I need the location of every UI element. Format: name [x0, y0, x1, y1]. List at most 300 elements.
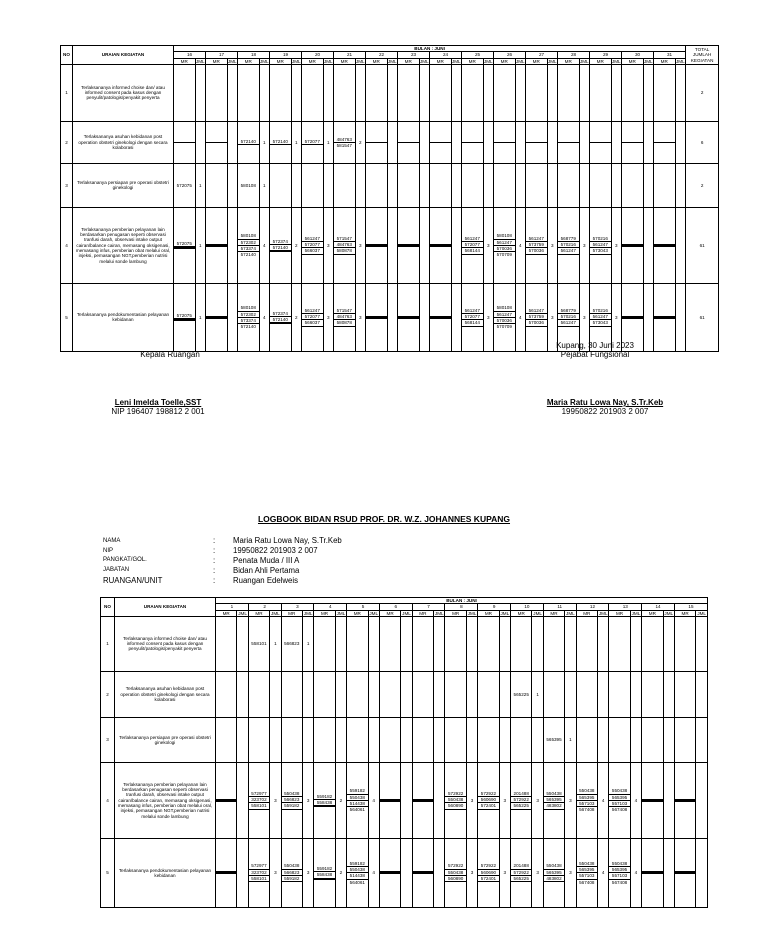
day-mr-cell [270, 207, 292, 283]
day-mr-cell [558, 207, 580, 283]
day-jml-cell [696, 671, 708, 717]
day-jml-cell [499, 671, 510, 717]
day-mr-cell [347, 616, 368, 671]
mr-subheader: MR [334, 58, 356, 64]
mr-subheader: MR [314, 610, 335, 616]
mr-number: 564061 [349, 807, 365, 813]
mr-number: 323702 [249, 870, 269, 876]
right-signature-role: Pejabat Fungsional [560, 350, 630, 359]
day-jml-cell [483, 163, 494, 207]
day-jml-cell [597, 616, 608, 671]
mr-number: 572922 [511, 797, 531, 803]
day-mr-cell [543, 616, 564, 671]
activity-description: Terlaksananya pendokumentasian pelayanan kebidanan [73, 283, 174, 351]
day-mr-cell [642, 838, 663, 907]
day-jml-cell [451, 64, 462, 121]
day-jml-cell [663, 717, 674, 762]
table-row [101, 671, 708, 717]
info-colon: : [213, 575, 216, 585]
day-jml-cell [675, 121, 686, 163]
day-jml-cell: 3 [499, 838, 510, 907]
day-mr-cell [445, 838, 466, 907]
day-header: 21 [334, 52, 366, 58]
jml-subheader: JML [355, 58, 365, 64]
info-colon: : [213, 555, 216, 565]
day-jml-cell [335, 671, 346, 717]
day-mr-cell [576, 671, 597, 717]
day-header: 14 [642, 604, 675, 610]
day-jml-cell: 1 [323, 121, 334, 163]
day-mr-cell [248, 838, 269, 907]
day-mr-cell [238, 64, 260, 121]
mr-number: 550438 [282, 791, 302, 797]
jml-subheader: JML [515, 58, 525, 64]
day-jml-cell: 3 [355, 207, 366, 283]
mr-number: 560890 [445, 876, 465, 882]
right-signature-block [520, 341, 670, 359]
mr-subheader: MR [347, 610, 368, 616]
mr-number: 572140 [270, 139, 291, 145]
day-header: 9 [478, 604, 511, 610]
mr-number: 561247 [558, 320, 579, 326]
mr-number: 561247 [462, 236, 483, 242]
mr-number: 572977 [249, 791, 269, 797]
day-mr-cell [398, 163, 420, 207]
mr-subheader: MR [430, 58, 452, 64]
day-jml-cell [323, 64, 334, 121]
mr-number: 567408 [611, 879, 628, 885]
day-jml-cell [547, 64, 558, 121]
day-mr-cell [430, 64, 452, 121]
day-header: 23 [398, 52, 430, 58]
day-mr-cell [462, 64, 484, 121]
day-mr-cell [494, 283, 516, 351]
day-mr-cell [558, 121, 580, 163]
day-jml-cell [434, 671, 445, 717]
day-mr-cell [674, 616, 695, 671]
mr-number: 559182 [347, 788, 367, 794]
mr-subheader: MR [379, 610, 400, 616]
mr-number: 566037 [302, 320, 323, 326]
info-value: Maria Ratu Lowa Nay, S.Tr.Keb [233, 536, 342, 546]
info-value: Bidan Ahli Pertama [233, 565, 300, 575]
mr-subheader: MR [270, 58, 292, 64]
activity-description: Terlaksananya asuhan kebidanan post operation obstetri ginekologi dengan secara kolaborasi [73, 121, 174, 163]
day-jml-cell [237, 838, 248, 907]
day-mr-cell [281, 717, 302, 762]
day-mr-cell [642, 717, 663, 762]
mr-number: 565395 [609, 795, 629, 801]
day-mr-cell [576, 717, 597, 762]
mr-number: 561247 [526, 308, 547, 314]
day-jml-cell [515, 121, 526, 163]
day-header: 4 [314, 604, 347, 610]
day-mr-cell [622, 121, 644, 163]
jml-subheader: JML [611, 58, 621, 64]
mr-number: 558101 [249, 803, 269, 809]
month-header: BULAN : JUNI [216, 598, 708, 604]
activity-description: Terlaksananya informed choise dan/ atau informed consent pada kasus dengan penyulit/patologis/penyakit penyerta [115, 616, 216, 671]
day-jml-cell [565, 616, 576, 671]
day-jml-cell: 3 [323, 283, 334, 351]
mr-number: 572977 [249, 863, 269, 869]
day-mr-cell [622, 207, 644, 283]
day-mr-cell [302, 121, 324, 163]
mr-number: 561247 [590, 314, 611, 320]
mr-subheader: MR [543, 610, 564, 616]
day-jml-cell [401, 717, 412, 762]
info-label: NAMA [103, 537, 121, 544]
left-signature-nip: NIP 196407 198812 2 001 [111, 407, 205, 416]
mr-number: 550438 [544, 863, 564, 869]
day-mr-cell [674, 838, 695, 907]
jml-subheader: JML [336, 610, 346, 616]
mr-number: 581547 [336, 142, 352, 148]
day-jml-cell [419, 207, 430, 283]
info-label: JABATAN [103, 567, 130, 574]
day-header: 5 [347, 604, 380, 610]
mr-number: 573043 [590, 248, 611, 254]
mr-number: 560690 [478, 870, 498, 876]
mr-subheader: MR [494, 58, 516, 64]
day-jml-cell [434, 838, 445, 907]
info-row [103, 556, 342, 566]
mr-number: 514438 [347, 801, 367, 807]
mr-number: 572922 [445, 863, 465, 869]
day-jml-cell [565, 671, 576, 717]
mr-number: 550438 [445, 870, 465, 876]
left-signature-name: Leni Imelda Toelle,SST [114, 398, 202, 407]
day-jml-cell: 4 [597, 762, 608, 838]
mr-number: 567408 [579, 879, 595, 885]
info-row [103, 546, 342, 556]
mr-subheader: MR [216, 610, 237, 616]
day-jml-cell [419, 121, 430, 163]
day-mr-cell [270, 121, 292, 163]
mr-number: 565395 [577, 867, 597, 873]
day-jml-cell: 2 [335, 838, 346, 907]
day-jml-cell: 1 [565, 717, 576, 762]
info-colon: : [213, 546, 216, 556]
mr-number: 568144 [462, 320, 483, 326]
mr-number: 559182 [314, 866, 334, 872]
day-jml-cell [387, 163, 398, 207]
day-mr-cell [412, 838, 433, 907]
day-jml-cell: 4 [630, 762, 641, 838]
row-number: 2 [61, 121, 73, 163]
row-number: 1 [61, 64, 73, 121]
day-mr-cell [494, 64, 516, 121]
jml-subheader: JML [697, 610, 706, 616]
day-jml-cell: 3 [466, 762, 477, 838]
day-mr-cell [494, 163, 516, 207]
mr-number: 566823 [282, 870, 302, 876]
day-mr-cell [174, 207, 196, 283]
day-mr-cell [462, 283, 484, 351]
day-mr-cell [511, 671, 532, 717]
jml-subheader: JML [387, 58, 397, 64]
activity-description: Terlaksananya informed choise dan/ atau informed consent pada kasus dengan penyulit/patologis/penyakit penyerta [73, 64, 174, 121]
day-mr-cell [430, 121, 452, 163]
day-mr-cell [216, 616, 237, 671]
day-jml-cell: 3 [323, 207, 334, 283]
mr-number: 570216 [558, 314, 579, 320]
day-mr-cell [543, 671, 564, 717]
mr-number: 572077 [462, 314, 483, 320]
day-jml-cell [515, 163, 526, 207]
day-jml-cell [368, 671, 379, 717]
info-label: PANGKAT/GOL. [103, 557, 147, 564]
mr-number: 550438 [577, 788, 597, 794]
day-jml-cell: 3 [611, 283, 622, 351]
jml-subheader: JML [402, 610, 411, 616]
day-mr-cell [314, 838, 335, 907]
mr-number: 558438 [314, 872, 334, 878]
day-jml-cell [195, 64, 206, 121]
activity-description: Terlaksananya persiapan pre operasi obstetri ginekologi [115, 717, 216, 762]
day-jml-cell [597, 671, 608, 717]
mr-number: 572302 [238, 312, 259, 318]
day-mr-cell [302, 207, 324, 283]
row-number: 4 [101, 762, 115, 838]
day-mr-cell [654, 207, 676, 283]
mr-number: 550438 [544, 791, 564, 797]
day-jml-cell [434, 762, 445, 838]
day-mr-cell [462, 207, 484, 283]
day-mr-cell [314, 717, 335, 762]
day-mr-cell [478, 717, 499, 762]
mr-number: 561247 [494, 312, 515, 318]
day-mr-cell [494, 121, 516, 163]
day-jml-cell [291, 163, 302, 207]
day-mr-cell [216, 717, 237, 762]
day-jml-cell [696, 717, 708, 762]
mr-number: 573043 [590, 320, 611, 326]
mr-subheader: MR [412, 610, 433, 616]
day-jml-cell: 3 [270, 762, 281, 838]
employee-info [103, 536, 342, 585]
day-jml-cell [466, 717, 477, 762]
day-jml-cell: 3 [547, 283, 558, 351]
day-mr-cell [622, 163, 644, 207]
day-mr-cell [281, 762, 302, 838]
mr-number: 572140 [270, 317, 291, 323]
jml-subheader: JML [579, 58, 589, 64]
col-uraian-header: URAIAN KEGIATAN [73, 46, 174, 65]
day-jml-cell: 1 [259, 121, 270, 163]
mr-number: 570216 [558, 242, 579, 248]
mr-number: 557103 [609, 801, 629, 807]
mr-number: 572077 [462, 242, 483, 248]
day-mr-cell [206, 283, 228, 351]
day-header: 28 [558, 52, 590, 58]
day-jml-cell: 1 [259, 163, 270, 207]
mr-subheader: MR [206, 58, 228, 64]
day-mr-cell [206, 207, 228, 283]
day-jml-cell [270, 717, 281, 762]
day-mr-cell [576, 762, 597, 838]
mr-subheader: MR [398, 58, 420, 64]
day-mr-cell [609, 762, 630, 838]
day-mr-cell [622, 64, 644, 121]
mr-number: 567408 [611, 807, 628, 813]
day-jml-cell: 3 [355, 283, 366, 351]
jml-subheader: JML [631, 610, 641, 616]
activity-description: Terlaksananya pendokumentasian pelayanan kebidanan [115, 838, 216, 907]
mr-number: 580878 [334, 320, 355, 326]
day-jml-cell [323, 163, 334, 207]
day-jml-cell [227, 283, 238, 351]
mr-subheader: MR [558, 58, 580, 64]
mr-number: 572140 [238, 139, 259, 145]
day-jml-cell [291, 64, 302, 121]
mr-number: 570709 [496, 252, 512, 258]
day-mr-cell [206, 121, 228, 163]
day-jml-cell [237, 762, 248, 838]
mr-number: 550438 [609, 861, 629, 867]
mr-number: 580878 [334, 248, 355, 254]
mr-number: 483802 [544, 876, 564, 882]
day-jml-cell [675, 64, 686, 121]
day-header: 6 [379, 604, 412, 610]
mr-number: 568779 [558, 308, 579, 314]
left-signature-role: Kepala Ruangan [140, 350, 200, 359]
mr-number: 570216 [590, 236, 611, 242]
day-jml-cell: 3 [565, 838, 576, 907]
mr-number: 573374 [238, 318, 259, 324]
mr-number: 561247 [302, 308, 323, 314]
day-header: 7 [412, 604, 445, 610]
mr-subheader: MR [526, 58, 548, 64]
logbook-title: LOGBOOK BIDAN RSUD PROF. DR. W.Z. JOHANNES KUPANG [257, 514, 511, 524]
day-jml-cell: 3 [499, 762, 510, 838]
day-jml-cell: 3 [483, 207, 494, 283]
day-mr-cell [366, 283, 388, 351]
mr-number: 572922 [511, 870, 531, 876]
jml-subheader: JML [500, 610, 510, 616]
day-jml-cell [515, 64, 526, 121]
day-jml-cell [579, 64, 590, 121]
mr-number: 561247 [494, 240, 515, 246]
row-number: 2 [101, 671, 115, 717]
day-jml-cell [401, 616, 412, 671]
day-jml-cell: 3 [466, 838, 477, 907]
day-jml-cell: 1 [195, 207, 206, 283]
day-mr-cell [642, 762, 663, 838]
mr-number: 571547 [334, 236, 355, 242]
day-jml-cell: 3 [532, 838, 543, 907]
mr-subheader: MR [445, 610, 466, 616]
col-no-header: NO [101, 598, 115, 617]
day-jml-cell [419, 283, 430, 351]
day-jml-cell [451, 121, 462, 163]
mr-number: 559182 [347, 861, 367, 867]
jml-subheader: JML [664, 610, 674, 616]
day-mr-cell [609, 717, 630, 762]
mr-subheader: MR [366, 58, 388, 64]
day-jml-cell: 1 [291, 121, 302, 163]
mr-number: 572922 [478, 863, 498, 869]
mr-number: 561247 [590, 242, 611, 248]
mr-number: 567408 [579, 807, 595, 813]
mr-subheader: MR [674, 610, 695, 616]
mr-subheader: MR [248, 610, 269, 616]
day-mr-cell [270, 64, 292, 121]
day-mr-cell [511, 717, 532, 762]
mr-number: 570036 [526, 320, 547, 326]
day-jml-cell [630, 717, 641, 762]
month-header: BULAN : JUNI [174, 46, 686, 52]
day-mr-cell [206, 163, 228, 207]
mr-number: 572302 [238, 240, 259, 246]
mr-number: 572075 [174, 241, 195, 247]
mr-number: 565395 [609, 867, 629, 873]
day-jml-cell [419, 163, 430, 207]
jml-subheader: JML [271, 610, 280, 616]
day-jml-cell [547, 121, 558, 163]
day-mr-cell [174, 64, 196, 121]
day-mr-cell [511, 616, 532, 671]
day-jml-cell [355, 64, 366, 121]
day-mr-cell [558, 64, 580, 121]
day-mr-cell [334, 207, 356, 283]
left-signature-name-block [78, 398, 238, 416]
mr-number: 565395 [577, 795, 597, 801]
jml-subheader: JML [238, 610, 247, 616]
day-jml-cell [237, 671, 248, 717]
day-jml-cell: 1 [270, 616, 281, 671]
mr-number: 572077 [302, 314, 323, 320]
mr-subheader: MR [576, 610, 597, 616]
day-mr-cell [543, 762, 564, 838]
mr-subheader: MR [654, 58, 676, 64]
activity-description: Terlaksananya persiapan pre operasi obstetri ginekologi [73, 163, 174, 207]
mr-number: 572075 [174, 313, 195, 319]
day-mr-cell [379, 717, 400, 762]
day-mr-cell [430, 207, 452, 283]
day-jml-cell: 2 [335, 762, 346, 838]
day-jml-cell [401, 762, 412, 838]
activity-description: Terlaksananya pemberian pelayanan lain berdasarkan penugasan seperti observasi tranfusi darah, observasi intake output cairan/balance cairan, memasang oksigenasi, memasang infus, pemberian obat melalui oral, injeksi, pemasangan NGT,pemberian nutrisi melalui sonde lambung [73, 207, 174, 283]
logbook-table [60, 45, 719, 352]
day-mr-cell [398, 207, 420, 283]
mr-number: 573374 [238, 246, 259, 252]
day-header: 2 [248, 604, 281, 610]
day-mr-cell [674, 671, 695, 717]
day-mr-cell [238, 283, 260, 351]
activity-description: Terlaksananya pemberian pelayanan lain berdasarkan penugasan seperti observasi tranfusi darah, observasi intake output cairan/balance cairan, memasang oksigenasi, memasang infus, pemberian obat melalui oral, injeksi, pemasangan NGT,pemberian nutrisi melalui sonde lambung [115, 762, 216, 838]
mr-number: 550438 [577, 861, 597, 867]
mr-subheader: MR [302, 58, 324, 64]
day-mr-cell [270, 283, 292, 351]
jml-subheader: JML [303, 610, 313, 616]
mr-number: 570036 [526, 248, 547, 254]
mr-subheader: MR [622, 58, 644, 64]
day-mr-cell [334, 283, 356, 351]
day-mr-cell [478, 762, 499, 838]
mr-number: 565395 [546, 737, 562, 743]
day-mr-cell [314, 762, 335, 838]
day-mr-cell [609, 616, 630, 671]
day-mr-cell [216, 671, 237, 717]
day-mr-cell [494, 207, 516, 283]
mr-number: 559182 [314, 794, 334, 800]
logbook-table-page1 [60, 45, 718, 352]
row-number: 5 [101, 838, 115, 907]
mr-number: 550438 [347, 795, 367, 801]
mr-number: 572077 [302, 139, 323, 145]
day-jml-cell [643, 207, 654, 283]
